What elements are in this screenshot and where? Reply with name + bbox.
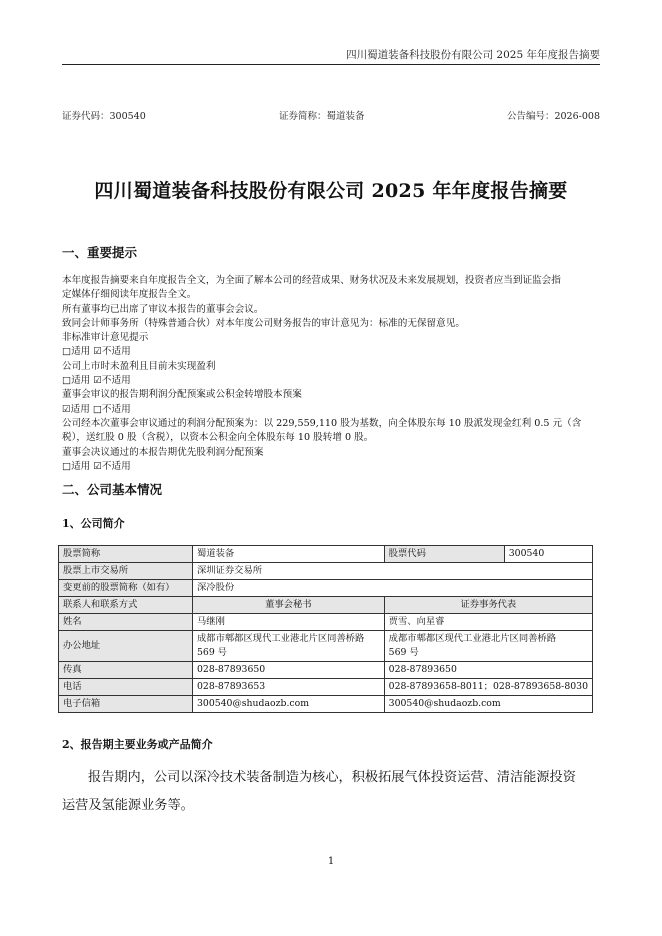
exchange-label: 股票上市交易所 — [59, 563, 193, 580]
rep-name: 贾雪、向星睿 — [384, 614, 592, 631]
notes-line: 本年度报告摘要来自年度报告全文，为全面了解本公司的经营成果、财务状况及未来发展规划，投资者应当到证监会指 — [62, 275, 561, 286]
rep-email: 300540@shudaozb.com — [384, 696, 592, 713]
stock-code: 证券代码：300540 — [62, 111, 146, 122]
running-header: 四川蜀道装备科技股份有限公司 2025 年年度报告摘要 — [346, 49, 600, 61]
notes-line: 董事会审议的报告期利润分配预案或公积金转增股本预案 — [62, 389, 302, 401]
notes-line: 所有董事均已出席了审议本报告的董事会会议。 — [62, 303, 264, 315]
header-divider — [62, 64, 600, 65]
table-row — [59, 679, 593, 696]
applicability-checkbox-line: □适用 ☑不适用 — [62, 375, 131, 387]
notice-number: 公告编号：2026-008 — [506, 111, 600, 122]
phone-label: 电话 — [59, 679, 193, 696]
exchange-value: 深圳证券交易所 — [192, 563, 592, 580]
page-number: 1 — [327, 856, 335, 867]
notes-line: 公司上市时未盈利且目前未实现盈利 — [62, 360, 216, 372]
fax-label: 传真 — [59, 662, 193, 679]
secretary-phone: 028-87893653 — [192, 679, 384, 696]
rep-address-line: 569 号 — [388, 647, 419, 658]
applicability-checkbox-line: □适用 ☑不适用 — [62, 460, 131, 472]
business-intro-line: 报告期内，公司以深冷技术装备制造为核心，积极拓展气体投资运营、清洁能源投资 — [88, 770, 576, 785]
subheading-main-business: 2、报告期主要业务或产品简介 — [62, 738, 213, 751]
table-row — [59, 563, 593, 580]
table-row — [59, 631, 593, 662]
table-row — [59, 546, 593, 563]
subheading-company-profile: 1、公司简介 — [62, 517, 125, 530]
applicability-checkbox-line: □适用 ☑不适用 — [62, 346, 131, 358]
former-abbr-label: 变更前的股票简称（如有） — [59, 580, 193, 597]
rep-fax: 028-87893650 — [384, 662, 592, 679]
secretary-address-line: 成都市郫都区现代工业港北片区同善桥路 — [196, 633, 365, 644]
stock-abbr-label: 股票简称 — [59, 546, 193, 563]
address-label: 办公地址 — [59, 631, 193, 662]
rep-address-line: 成都市郫都区现代工业港北片区同善桥路 — [388, 633, 557, 644]
stock-abbreviation: 证券简称：蜀道装备 — [279, 111, 365, 122]
rep-phone: 028-87893658-8011；028-87893658-8030 — [384, 679, 592, 696]
document-title: 四川蜀道装备科技股份有限公司 2025 年年度报告摘要 — [94, 180, 568, 202]
business-intro-paragraph — [62, 764, 597, 820]
company-profile-table — [58, 545, 593, 713]
table-row — [59, 662, 593, 679]
secretary-column-header: 董事会秘书 — [192, 597, 384, 614]
table-row — [59, 696, 593, 713]
rep-address — [384, 631, 592, 662]
email-label: 电子信箱 — [59, 696, 193, 713]
business-intro-line: 运营及氢能源业务等。 — [62, 798, 194, 813]
notes-line: 定媒体仔细阅读年度报告全文。 — [62, 289, 197, 301]
notes-line: 致同会计师事务所（特殊普通合伙）对本年度公司财务报告的审计意见为：标准的无保留意见。 — [62, 317, 465, 329]
table-row — [59, 597, 593, 614]
secretary-address-line: 569 号 — [196, 647, 227, 658]
stock-code-value: 300540 — [504, 546, 592, 563]
notes-line: 董事会决议通过的本报告期优先股利润分配预案 — [62, 446, 264, 458]
section-heading-company-info: 二、公司基本情况 — [62, 482, 163, 497]
table-row — [59, 580, 593, 597]
section-heading-important-notes: 一、重要提示 — [62, 245, 138, 260]
contact-label: 联系人和联系方式 — [59, 597, 193, 614]
name-label: 姓名 — [59, 614, 193, 631]
former-abbr-value: 深冷股份 — [192, 580, 592, 597]
notes-line: 公司经本次董事会审议通过的利润分配预案为：以 229,559,110 股为基数，向全体股东每 10 股派发现金红利 0.5 元（含 — [62, 417, 582, 429]
stock-abbr-value: 蜀道装备 — [192, 546, 384, 563]
secretary-email: 300540@shudaozb.com — [192, 696, 384, 713]
notes-line: 非标准审计意见提示 — [62, 332, 149, 344]
secretary-fax: 028-87893650 — [192, 662, 384, 679]
table-row — [59, 614, 593, 631]
secretary-address — [192, 631, 384, 662]
secretary-name: 马继刚 — [192, 614, 384, 631]
important-notes-body — [62, 274, 602, 474]
stock-code-label: 股票代码 — [384, 546, 504, 563]
notes-line: 税），送红股 0 股（含税），以资本公积金向全体股东每 10 股转增 0 股。 — [62, 432, 374, 444]
applicability-checkbox-line: ☑适用 □不适用 — [62, 403, 131, 415]
rep-column-header: 证券事务代表 — [384, 597, 592, 614]
